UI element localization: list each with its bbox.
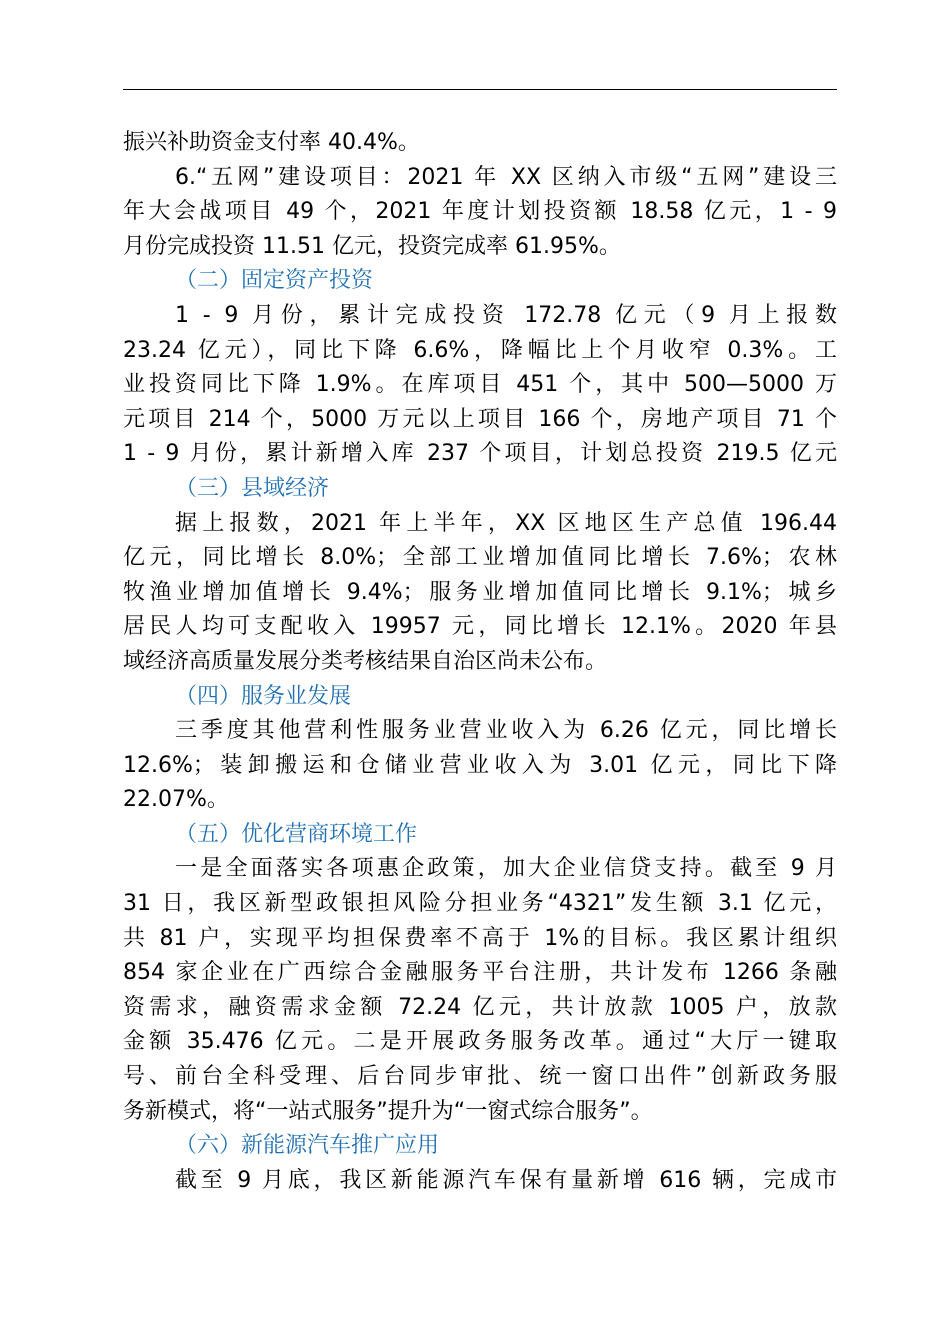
section-heading — [123, 264, 837, 299]
section-heading — [123, 680, 837, 715]
text-line: 12.6%；装卸搬运和仓储业营业收入为 3.01 亿元，同比下降 — [123, 752, 837, 778]
text-line: 6.“五网”建设项目：2021 年 XX 区纳入市级“五网”建设三 — [175, 164, 837, 190]
text-line: 居民人均可支配收入 19957 元，同比增长 12.1%。2020 年县 — [123, 614, 837, 640]
text-line: 金额 35.476 亿元。二是开展政务服务改革。通过“大厅一键取 — [123, 1029, 837, 1055]
text-line: 月份完成投资 11.51 亿元，投资完成率 61.95%。 — [123, 233, 621, 259]
text-line: 资需求，融资需求金额 72.24 亿元，共计放款 1005 户，放款 — [123, 994, 837, 1020]
text-line: 23.24 亿元），同比下降 6.6%，降幅比上个月收窄 0.3%。工 — [123, 337, 837, 363]
text-line: 牧渔业增加值增长 9.4%；服务业增加值同比增长 9.1%；城乡 — [123, 579, 837, 605]
text-line: 22.07%。 — [123, 787, 229, 813]
text-line: 1 - 9 月份，累计新增入库 237 个项目，计划总投资 219.5 亿元 — [123, 441, 837, 467]
text-line: 务新模式，将“一站式服务”提升为“一窗式综合服务”。 — [123, 1098, 653, 1124]
text-line: 31 日，我区新型政银担风险分担业务“4321”发生额 3.1 亿元， — [123, 891, 837, 917]
text-line: 三季度其他营利性服务业营业收入为 6.26 亿元，同比增长 — [175, 718, 837, 744]
document-body — [123, 126, 837, 1198]
text-line: 共 81 户，实现平均担保费率不高于 1%的目标。我区累计组织 — [123, 925, 837, 951]
section-heading-text: （三）县域经济 — [175, 475, 330, 501]
section-heading — [123, 1129, 837, 1164]
text-line: 域经济高质量发展分类考核结果自治区尚未公布。 — [123, 648, 608, 674]
section-heading — [123, 472, 837, 507]
text-line: 据上报数，2021 年上半年，XX 区地区生产总值 196.44 — [175, 510, 837, 536]
text-line: 854 家企业在广西综合金融服务平台注册，共计发布 1266 条融 — [123, 960, 837, 986]
text-line: 号、前台全科受理、后台同步审批、统一窗口出件”创新政务服 — [123, 1064, 837, 1090]
section-heading-text: （二）固定资产投资 — [175, 268, 374, 294]
section-heading-text: （五）优化营商环境工作 — [175, 821, 418, 847]
section-heading-text: （六）新能源汽车推广应用 — [175, 1133, 440, 1159]
section-heading — [123, 818, 837, 853]
text-line: 截至 9 月底，我区新能源汽车保有量新增 616 辆，完成市 — [175, 1167, 837, 1193]
text-line: 振兴补助资金支付率 40.4%。 — [123, 130, 420, 155]
text-line: 业投资同比下降 1.9%。在库项目 451 个，其中 500—5000 万 — [123, 372, 837, 398]
text-line: 元项目 214 个，5000 万元以上项目 166 个，房地产项目 71 个 — [123, 406, 837, 432]
section-heading-text: （四）服务业发展 — [175, 683, 352, 709]
text-line: 亿元，同比增长 8.0%；全部工业增加值同比增长 7.6%；农林 — [123, 545, 837, 571]
text-line: 一是全面落实各项惠企政策，加大企业信贷支持。截至 9 月 — [175, 856, 837, 882]
text-line: 1 - 9 月份，累计完成投资 172.78 亿元（9 月上报数 — [175, 302, 837, 328]
text-line: 年大会战项目 49 个，2021 年度计划投资额 18.58 亿元，1 - 9 — [123, 199, 837, 225]
header-rule — [123, 89, 837, 90]
